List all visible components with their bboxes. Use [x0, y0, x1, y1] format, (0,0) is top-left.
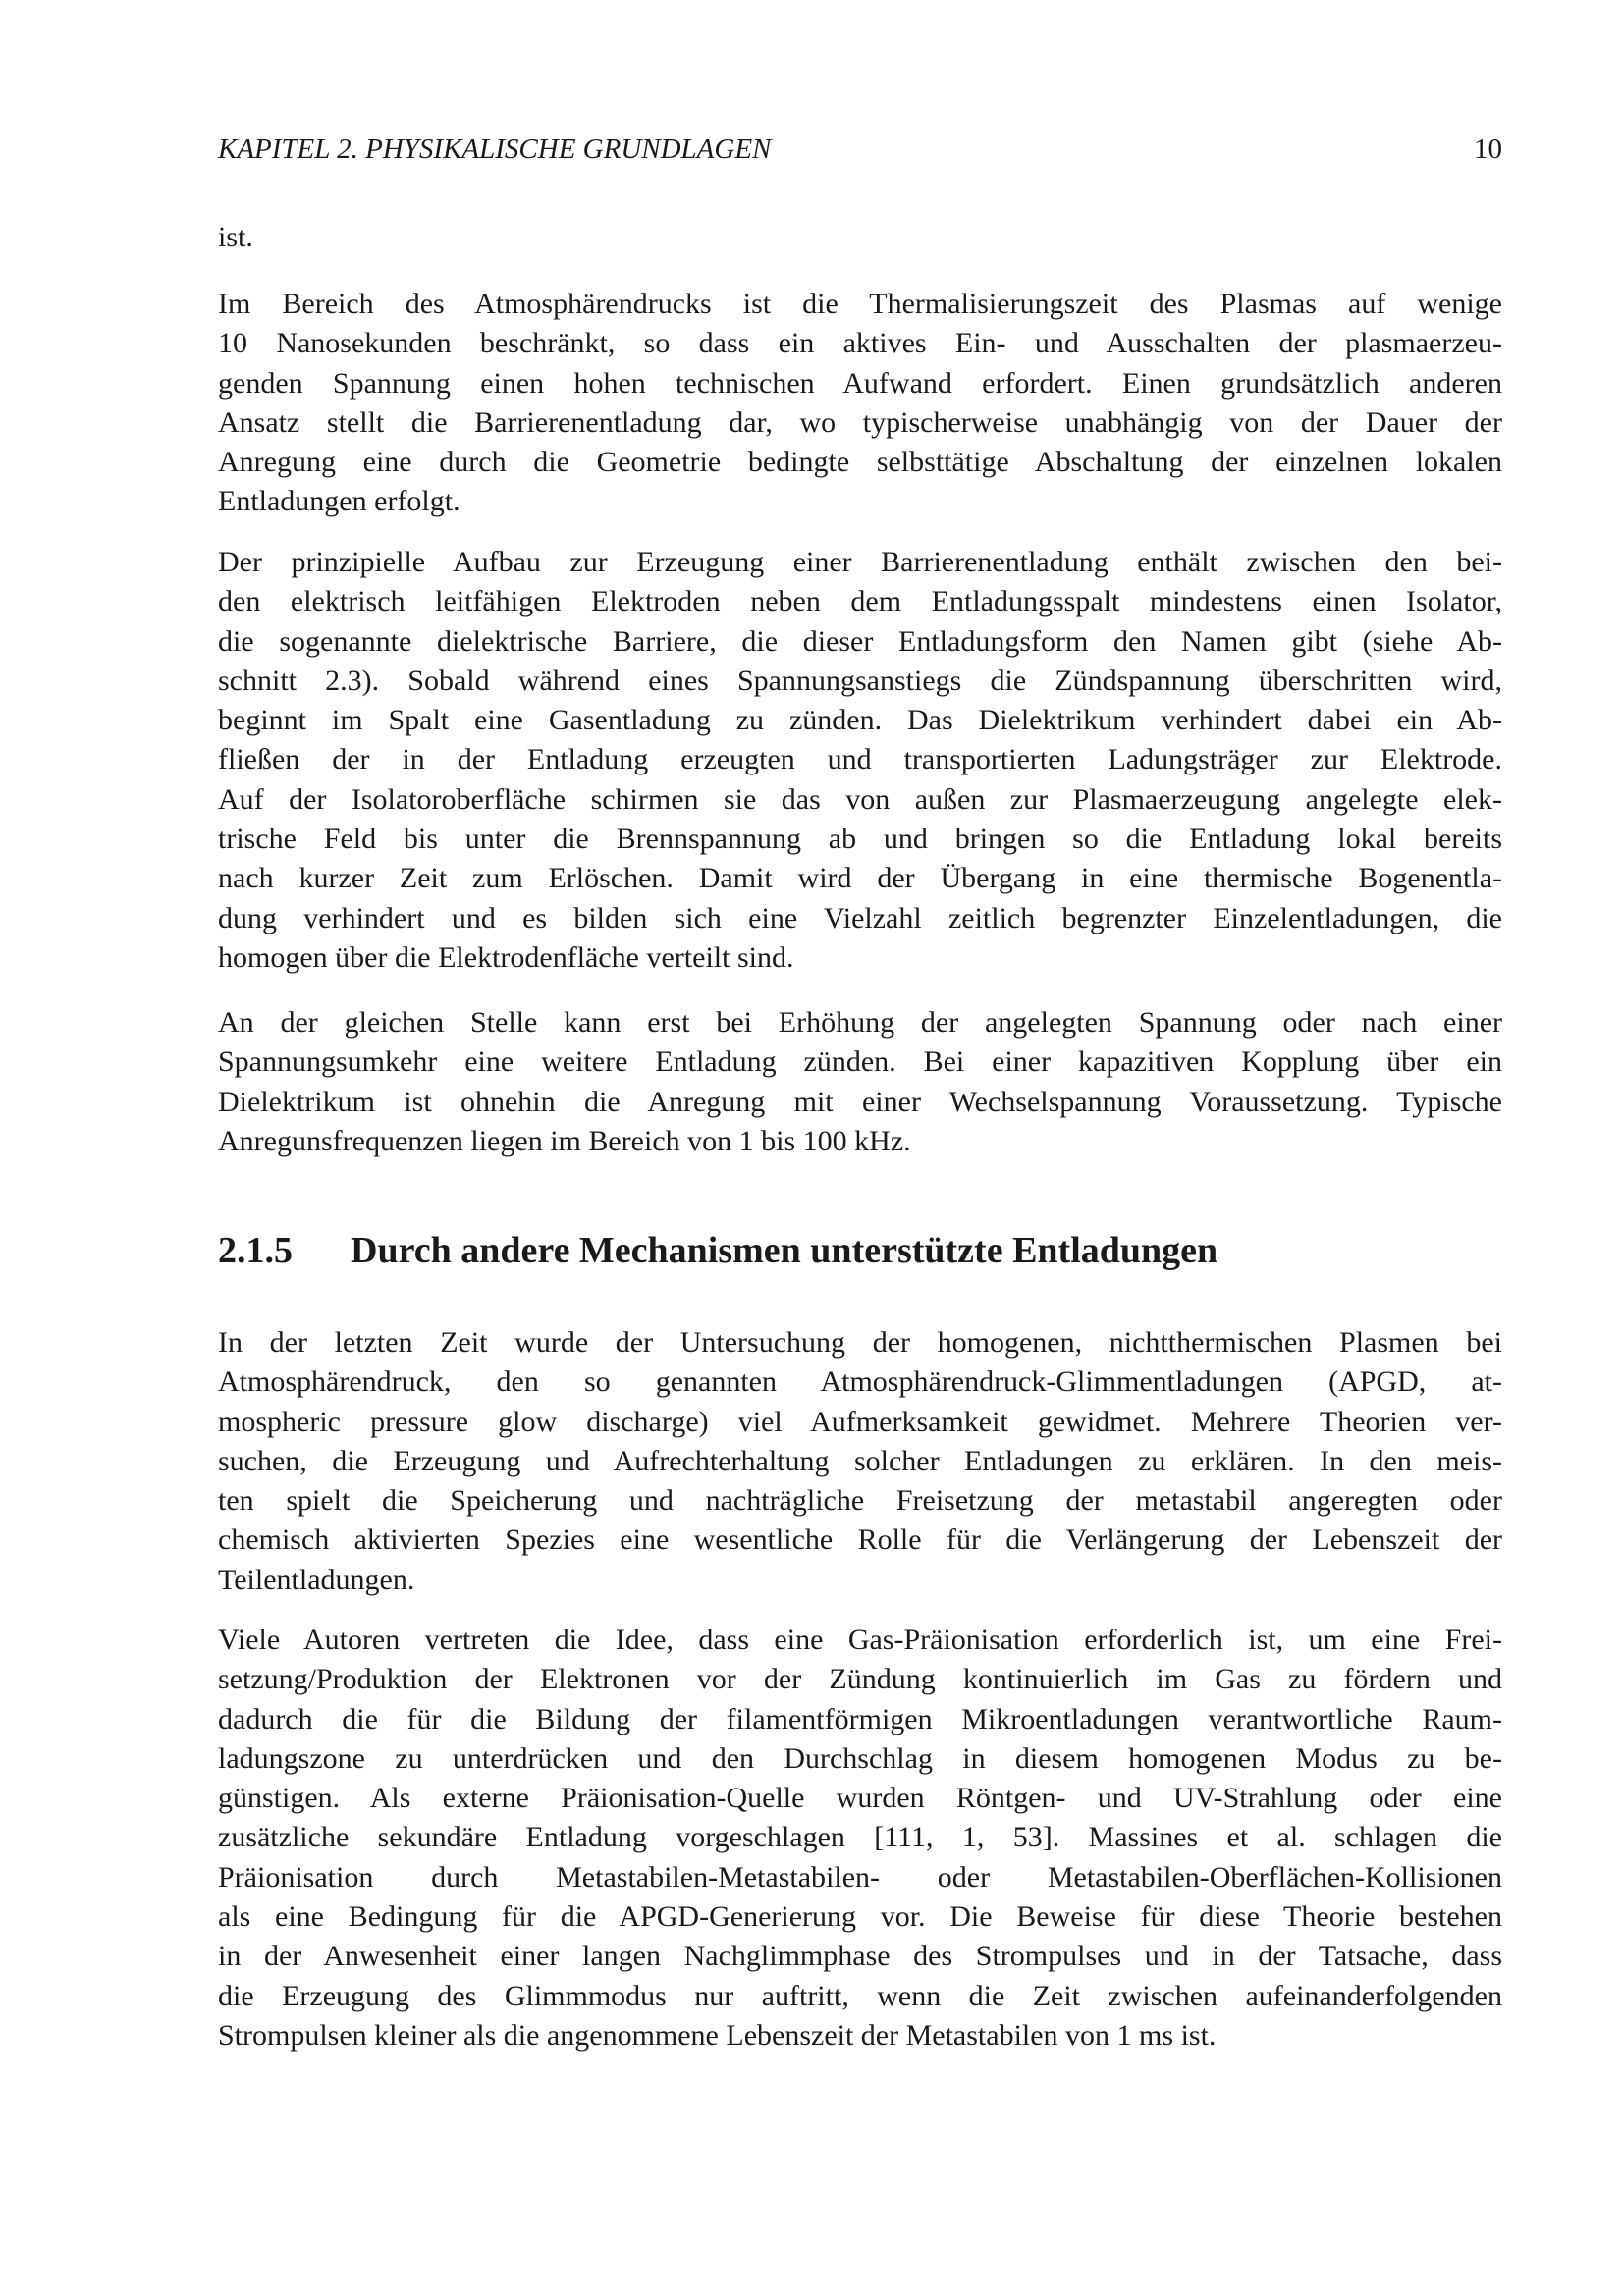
- text-line: Präionisation durch Metastabilen-Metastabilen- oder Metastabilen-Oberflächen-Kollisionen: [218, 1860, 1502, 1894]
- text-line: Der prinzipielle Aufbau zur Erzeugung einer Barrierenentladung enthält zwischen den bei-: [218, 546, 1502, 578]
- section-number: 2.1.5: [218, 1230, 293, 1271]
- running-header: [218, 133, 1502, 166]
- paragraph: [218, 1323, 1502, 1600]
- text-line: zusätzliche sekundäre Entladung vorgeschlagen [111, 1, 53]. Massines et al. schlagen die: [218, 1821, 1502, 1854]
- text-line: Strompulsen kleiner als die angenommene Lebenszeit der Metastabilen von 1 ms ist.: [218, 2018, 1217, 2052]
- text-line: die sogenannte dielektrische Barriere, die dieser Entladungsform den Namen gibt (siehe Ab-: [218, 624, 1502, 658]
- text-line: In der letzten Zeit wurde der Untersuchung der homogenen, nichtthermischen Plasmen bei: [218, 1326, 1502, 1359]
- text-line: mospheric pressure glow discharge) viel Aufmerksamkeit gewidmet. Mehrere Theorien ver-: [218, 1405, 1502, 1438]
- text-line: An der gleichen Stelle kann erst bei Erhöhung der angelegten Spannung oder nach einer: [218, 1006, 1502, 1039]
- text-line: ladungszone zu unterdrücken und den Durchschlag in diesem homogenen Modus zu be-: [218, 1741, 1502, 1775]
- text-line: Im Bereich des Atmosphärendrucks ist die Thermalisierungszeit des Plasmas auf wenige: [218, 288, 1502, 320]
- paragraph: [218, 1621, 1502, 2056]
- paragraph: [218, 1003, 1502, 1161]
- text-line: Entladungen erfolgt.: [218, 485, 460, 518]
- paragraph: [218, 218, 1502, 257]
- text-line: Ansatz stellt die Barrierenentladung dar, wo typischerweise unabhängig von der Dauer der: [218, 405, 1502, 439]
- text-line: den elektrisch leitfähigen Elektroden neben dem Entladungsspalt mindestens einen Isolator,: [218, 585, 1502, 618]
- text-line: günstigen. Als externe Präionisation-Quelle wurden Röntgen- und UV-Strahlung oder eine: [218, 1782, 1502, 1815]
- paragraph: [218, 285, 1502, 522]
- text-line: Auf der Isolatoroberfläche schirmen sie das von außen zur Plasmaerzeugung angelegte elek-: [218, 782, 1502, 816]
- text-line: Anregung eine durch die Geometrie bedingte selbsttätige Abschaltung der einzelnen lokalen: [218, 446, 1502, 479]
- text-line: trische Feld bis unter die Brennspannung ab und bringen so die Entladung lokal bereits: [218, 823, 1502, 856]
- text-line: setzung/Produktion der Elektronen vor der Zündung kontinuierlich im Gas zu fördern und: [218, 1663, 1502, 1696]
- text-line: als eine Bedingung für die APGD-Generierung vor. Die Beweise für diese Theorie bestehen: [218, 1900, 1502, 1934]
- chapter-title: KAPITEL 2. PHYSIKALISCHE GRUNDLAGEN: [218, 133, 772, 165]
- text-line: Spannungsumkehr eine weitere Entladung zünden. Bei einer kapazitiven Kopplung über ein: [218, 1045, 1502, 1079]
- text-line: dung verhindert und es bilden sich eine Vielzahl zeitlich begrenzter Einzelentladungen, die: [218, 901, 1502, 934]
- text-line: in der Anwesenheit einer langen Nachglimmphase des Strompulses und in der Tatsache, dass: [218, 1940, 1502, 1973]
- text-line: homogen über die Elektrodenfläche verteilt sind.: [218, 940, 794, 974]
- text-line: schnitt 2.3). Sobald während eines Spannungsanstiegs die Zündspannung überschritten wird,: [218, 664, 1502, 697]
- text-line: beginnt im Spalt eine Gasentladung zu zünden. Das Dielektrikum verhindert dabei ein Ab-: [218, 704, 1502, 737]
- section-title: Durch andere Mechanismen unterstützte Entladungen: [351, 1230, 1218, 1271]
- page-number: 10: [1474, 133, 1502, 165]
- text-line: Atmosphärendruck, den so genannten Atmosphärendruck-Glimmentladungen (APGD, at-: [218, 1365, 1502, 1399]
- text-line: chemisch aktivierten Spezies eine wesentliche Rolle für die Verlängerung der Lebenszeit der: [218, 1523, 1502, 1557]
- text-line: genden Spannung einen hohen technischen Aufwand erfordert. Einen grundsätzlich anderen: [218, 366, 1502, 400]
- text-line: Anregunsfrequenzen liegen im Bereich von 1 bis 100 kHz.: [218, 1124, 911, 1157]
- text-line: ten spielt die Speicherung und nachträgliche Freisetzung der metastabil angeregten oder: [218, 1484, 1502, 1518]
- paragraph: [218, 543, 1502, 978]
- text-line: nach kurzer Zeit zum Erlöschen. Damit wird der Übergang in eine thermische Bogenentla-: [218, 862, 1502, 895]
- text-line: suchen, die Erzeugung und Aufrechterhaltung solcher Entladungen zu erklären. In den meis-: [218, 1444, 1502, 1477]
- text-line: fließen der in der Entladung erzeugten und transportierten Ladungsträger zur Elektrode.: [218, 743, 1502, 776]
- text-line: ist.: [218, 221, 253, 253]
- text-line: dadurch die für die Bildung der filamentförmigen Mikroentladungen verantwortliche Raum-: [218, 1702, 1502, 1735]
- text-line: Teilentladungen.: [218, 1563, 415, 1596]
- text-line: Dielektrikum ist ohnehin die Anregung mit einer Wechselspannung Voraussetzung. Typische: [218, 1085, 1502, 1118]
- text-line: Viele Autoren vertreten die Idee, dass eine Gas-Präionisation erforderlich ist, um eine Frei-: [218, 1624, 1502, 1656]
- text-line: die Erzeugung des Glimmmodus nur auftritt, wenn die Zeit zwischen aufeinanderfolgenden: [218, 1979, 1502, 2012]
- text-line: 10 Nanosekunden beschränkt, so dass ein aktives Ein- und Ausschalten der plasmaerzeu-: [218, 327, 1502, 360]
- section-heading: [218, 1229, 1217, 1272]
